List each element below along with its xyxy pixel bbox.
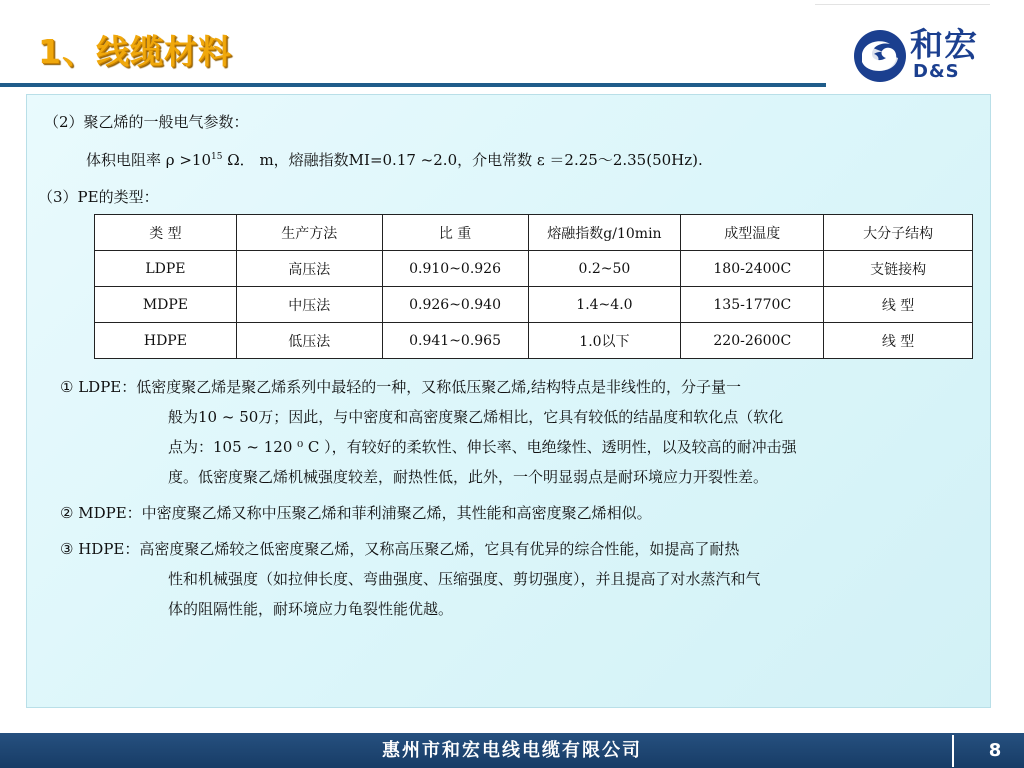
table-cell: 135-1770C xyxy=(681,287,824,323)
params-heading: （2）聚乙烯的一般电气参数： xyxy=(44,113,249,131)
table-cell: 线 型 xyxy=(824,287,973,323)
table-cell: 中压法 xyxy=(236,287,382,323)
table-cell: 0.910~0.926 xyxy=(382,251,528,287)
logo-english-text: D&S xyxy=(913,61,960,82)
table-cell: 0.2~50 xyxy=(528,251,681,287)
table-header-cell: 成型温度 xyxy=(681,215,824,251)
pe-types-table xyxy=(94,214,973,359)
swirl-emblem-icon xyxy=(852,28,908,84)
paragraph-line: 体的阻隔性能，耐环境应力龟裂性能优越。 xyxy=(168,600,454,618)
table-header-cell: 大分子结构 xyxy=(824,215,973,251)
table-cell: LDPE xyxy=(95,251,237,287)
table-cell: 1.4~4.0 xyxy=(528,287,681,323)
page-number: 8 xyxy=(988,740,1002,761)
table-header-row xyxy=(95,215,973,251)
table-cell: 支链接构 xyxy=(824,251,973,287)
company-logo xyxy=(852,25,1002,88)
table-row xyxy=(95,287,973,323)
paragraph-line: 度。低密度聚乙烯机械强度较差，耐热性低，此外，一个明显弱点是耐环境应力开裂性差。 xyxy=(168,468,769,486)
mdpe-paragraph xyxy=(60,498,980,528)
table-cell: MDPE xyxy=(95,287,237,323)
table-cell: 220-2600C xyxy=(681,323,824,359)
table-cell: 低压法 xyxy=(236,323,382,359)
paragraph-line: 性和机械强度（如拉伸长度、弯曲强度、压缩强度、剪切强度），并且提高了对水蒸汽和气 xyxy=(168,570,761,588)
description-paragraphs xyxy=(60,372,980,630)
title-underline xyxy=(0,83,826,87)
top-divider xyxy=(815,4,990,5)
types-heading: （3）PE的类型： xyxy=(38,188,159,206)
footer-company-name: 惠州市和宏电线电缆有限公司 xyxy=(382,740,642,761)
paragraph-line: 点为：105 ~ 120 ⁰ C ），有较好的柔软性、伸长率、电绝缘性、透明性，以及较高的耐冲击强 xyxy=(168,438,797,456)
paragraph-first-line: ③ HDPE：高密度聚乙烯较之低密度聚乙烯，又称高压聚乙烯，它具有优异的综合性能，如提高了耐热 xyxy=(60,540,740,558)
table-header-cell: 熔融指数g/10min xyxy=(528,215,681,251)
logo-chinese-text: 和宏 xyxy=(910,25,978,64)
table-cell: 1.0以下 xyxy=(528,323,681,359)
params-text-b: Ω． m，熔融指数MI=0.17 ~2.0，介电常数 ε ＝2.25～2.35(50Hz). xyxy=(222,151,703,169)
table-cell: 高压法 xyxy=(236,251,382,287)
ldpe-paragraph xyxy=(60,372,980,492)
table-cell: 180-2400C xyxy=(681,251,824,287)
table-cell: 0.941~0.965 xyxy=(382,323,528,359)
table-cell: 0.926~0.940 xyxy=(382,287,528,323)
params-exponent: 15 xyxy=(211,152,223,162)
table-header-cell: 类 型 xyxy=(95,215,237,251)
paragraph-line: 般为10 ~ 50万；因此，与中密度和高密度聚乙烯相比，它具有较低的结晶度和软化点（软化 xyxy=(168,408,784,426)
table-cell: HDPE xyxy=(95,323,237,359)
hdpe-paragraph xyxy=(60,534,980,624)
params-text-a: 体积电阻率 ρ >10 xyxy=(86,151,212,169)
table-row xyxy=(95,323,973,359)
paragraph-first-line: ② MDPE：中密度聚乙烯又称中压聚乙烯和菲利浦聚乙烯，其性能和高密度聚乙烯相似。 xyxy=(60,504,652,522)
table-header-cell: 比 重 xyxy=(382,215,528,251)
slide-title: 1、线缆材料 xyxy=(38,32,232,71)
table-row xyxy=(95,251,973,287)
footer-divider xyxy=(952,735,954,767)
paragraph-first-line: ① LDPE：低密度聚乙烯是聚乙烯系列中最轻的一种，又称低压聚乙烯,结构特点是非线性的，分子量一 xyxy=(60,378,742,396)
params-text xyxy=(86,150,703,170)
table-header-cell: 生产方法 xyxy=(236,215,382,251)
table-cell: 线 型 xyxy=(824,323,973,359)
